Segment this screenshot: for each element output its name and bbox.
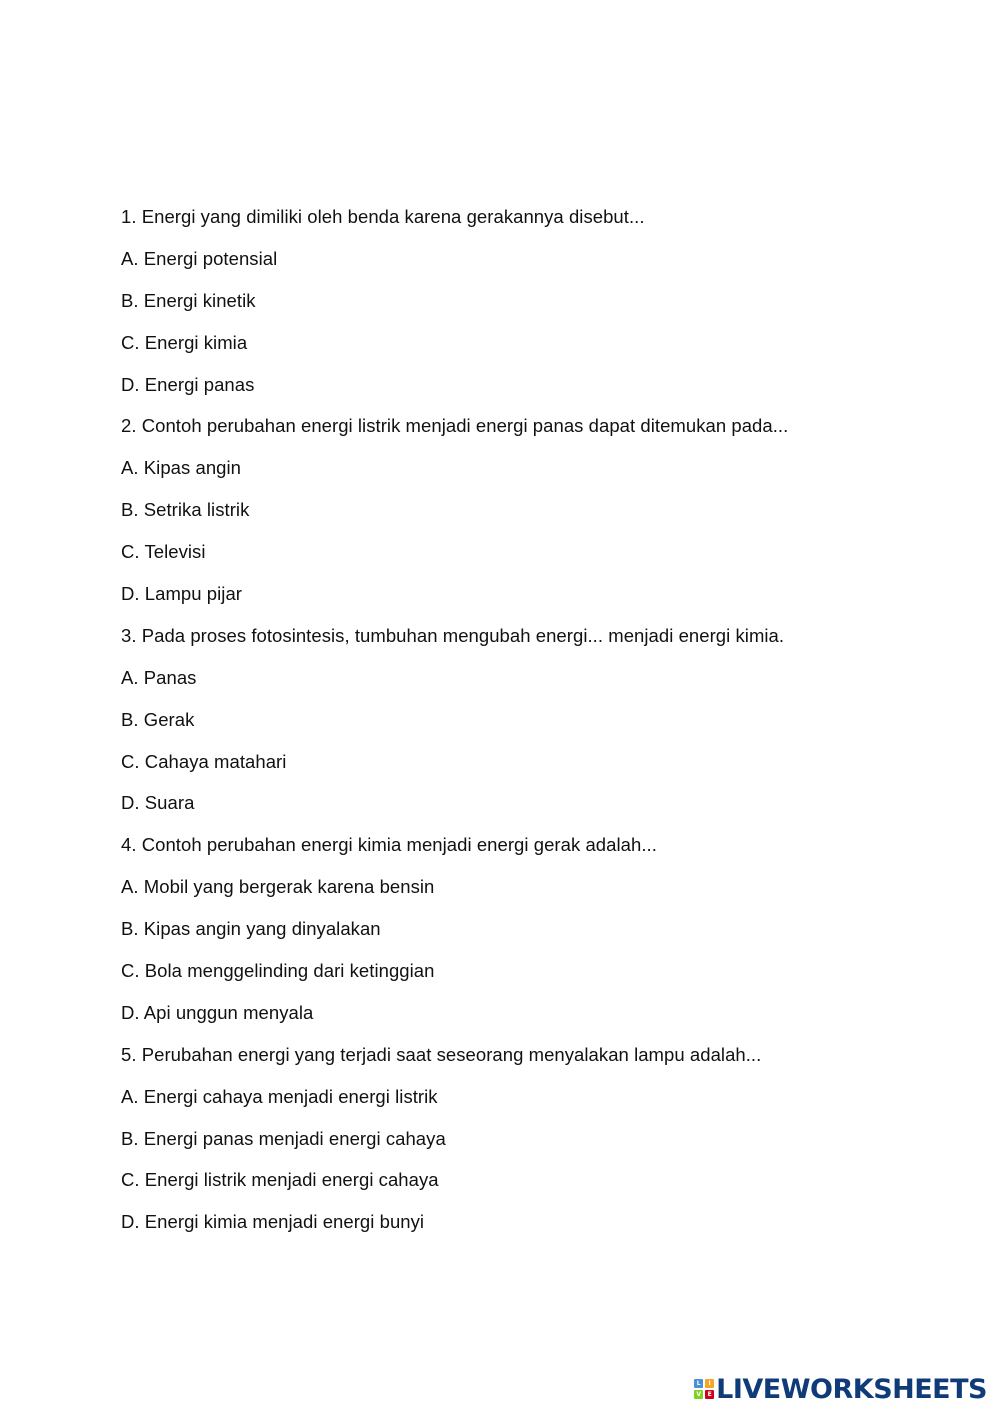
question-2: 2. Contoh perubahan energi listrik menjadi energi panas dapat ditemukan pada... <box>121 415 789 437</box>
question-1-option-a: A. Energi potensial <box>121 247 278 269</box>
worksheet <box>121 198 941 1245</box>
question-1-option-d: D. Energi panas <box>121 373 255 395</box>
question-5-option-c: C. Energi listrik menjadi energi cahaya <box>121 1169 439 1191</box>
logo-tile-v: V <box>694 1390 703 1399</box>
question-5-option-a: A. Energi cahaya menjadi energi listrik <box>121 1085 438 1107</box>
question-1-option-b: B. Energi kinetik <box>121 289 256 311</box>
question-5-option-d: D. Energi kimia menjadi energi bunyi <box>121 1211 425 1233</box>
question-2-option-b: B. Setrika listrik <box>121 499 250 521</box>
question-4-option-b: B. Kipas angin yang dinyalakan <box>121 918 381 940</box>
question-5: 5. Perubahan energi yang terjadi saat seseorang menyalakan lampu adalah... <box>121 1043 762 1065</box>
question-1-option-c: C. Energi kimia <box>121 331 248 353</box>
question-3-option-b: B. Gerak <box>121 708 195 730</box>
question-5-option-b: B. Energi panas menjadi energi cahaya <box>121 1127 446 1149</box>
question-2-option-d: D. Lampu pijar <box>121 583 243 605</box>
question-4-option-a: A. Mobil yang bergerak karena bensin <box>121 876 435 898</box>
question-2-option-c: C. Televisi <box>121 541 206 563</box>
question-2-option-a: A. Kipas angin <box>121 457 242 479</box>
question-3-option-d: D. Suara <box>121 792 195 814</box>
question-3-option-c: C. Cahaya matahari <box>121 750 287 772</box>
question-4-option-d: D. Api unggun menyala <box>121 1001 314 1023</box>
brand-name: LIVEWORKSHEETS <box>716 1373 987 1405</box>
logo-tile-l: L <box>694 1379 703 1388</box>
logo-tile-e: E <box>705 1390 714 1399</box>
logo-tile-i: I <box>705 1379 714 1388</box>
question-4-option-c: C. Bola menggelinding dari ketinggian <box>121 960 435 982</box>
liveworksheets-grid-icon <box>694 1379 714 1399</box>
question-3-option-a: A. Panas <box>121 666 197 688</box>
question-4: 4. Contoh perubahan energi kimia menjadi energi gerak adalah... <box>121 834 657 856</box>
question-3: 3. Pada proses fotosintesis, tumbuhan mengubah energi... menjadi energi kimia. <box>121 624 785 646</box>
liveworksheets-logo <box>694 1373 987 1405</box>
question-1: 1. Energi yang dimiliki oleh benda karena gerakannya disebut... <box>121 206 645 227</box>
